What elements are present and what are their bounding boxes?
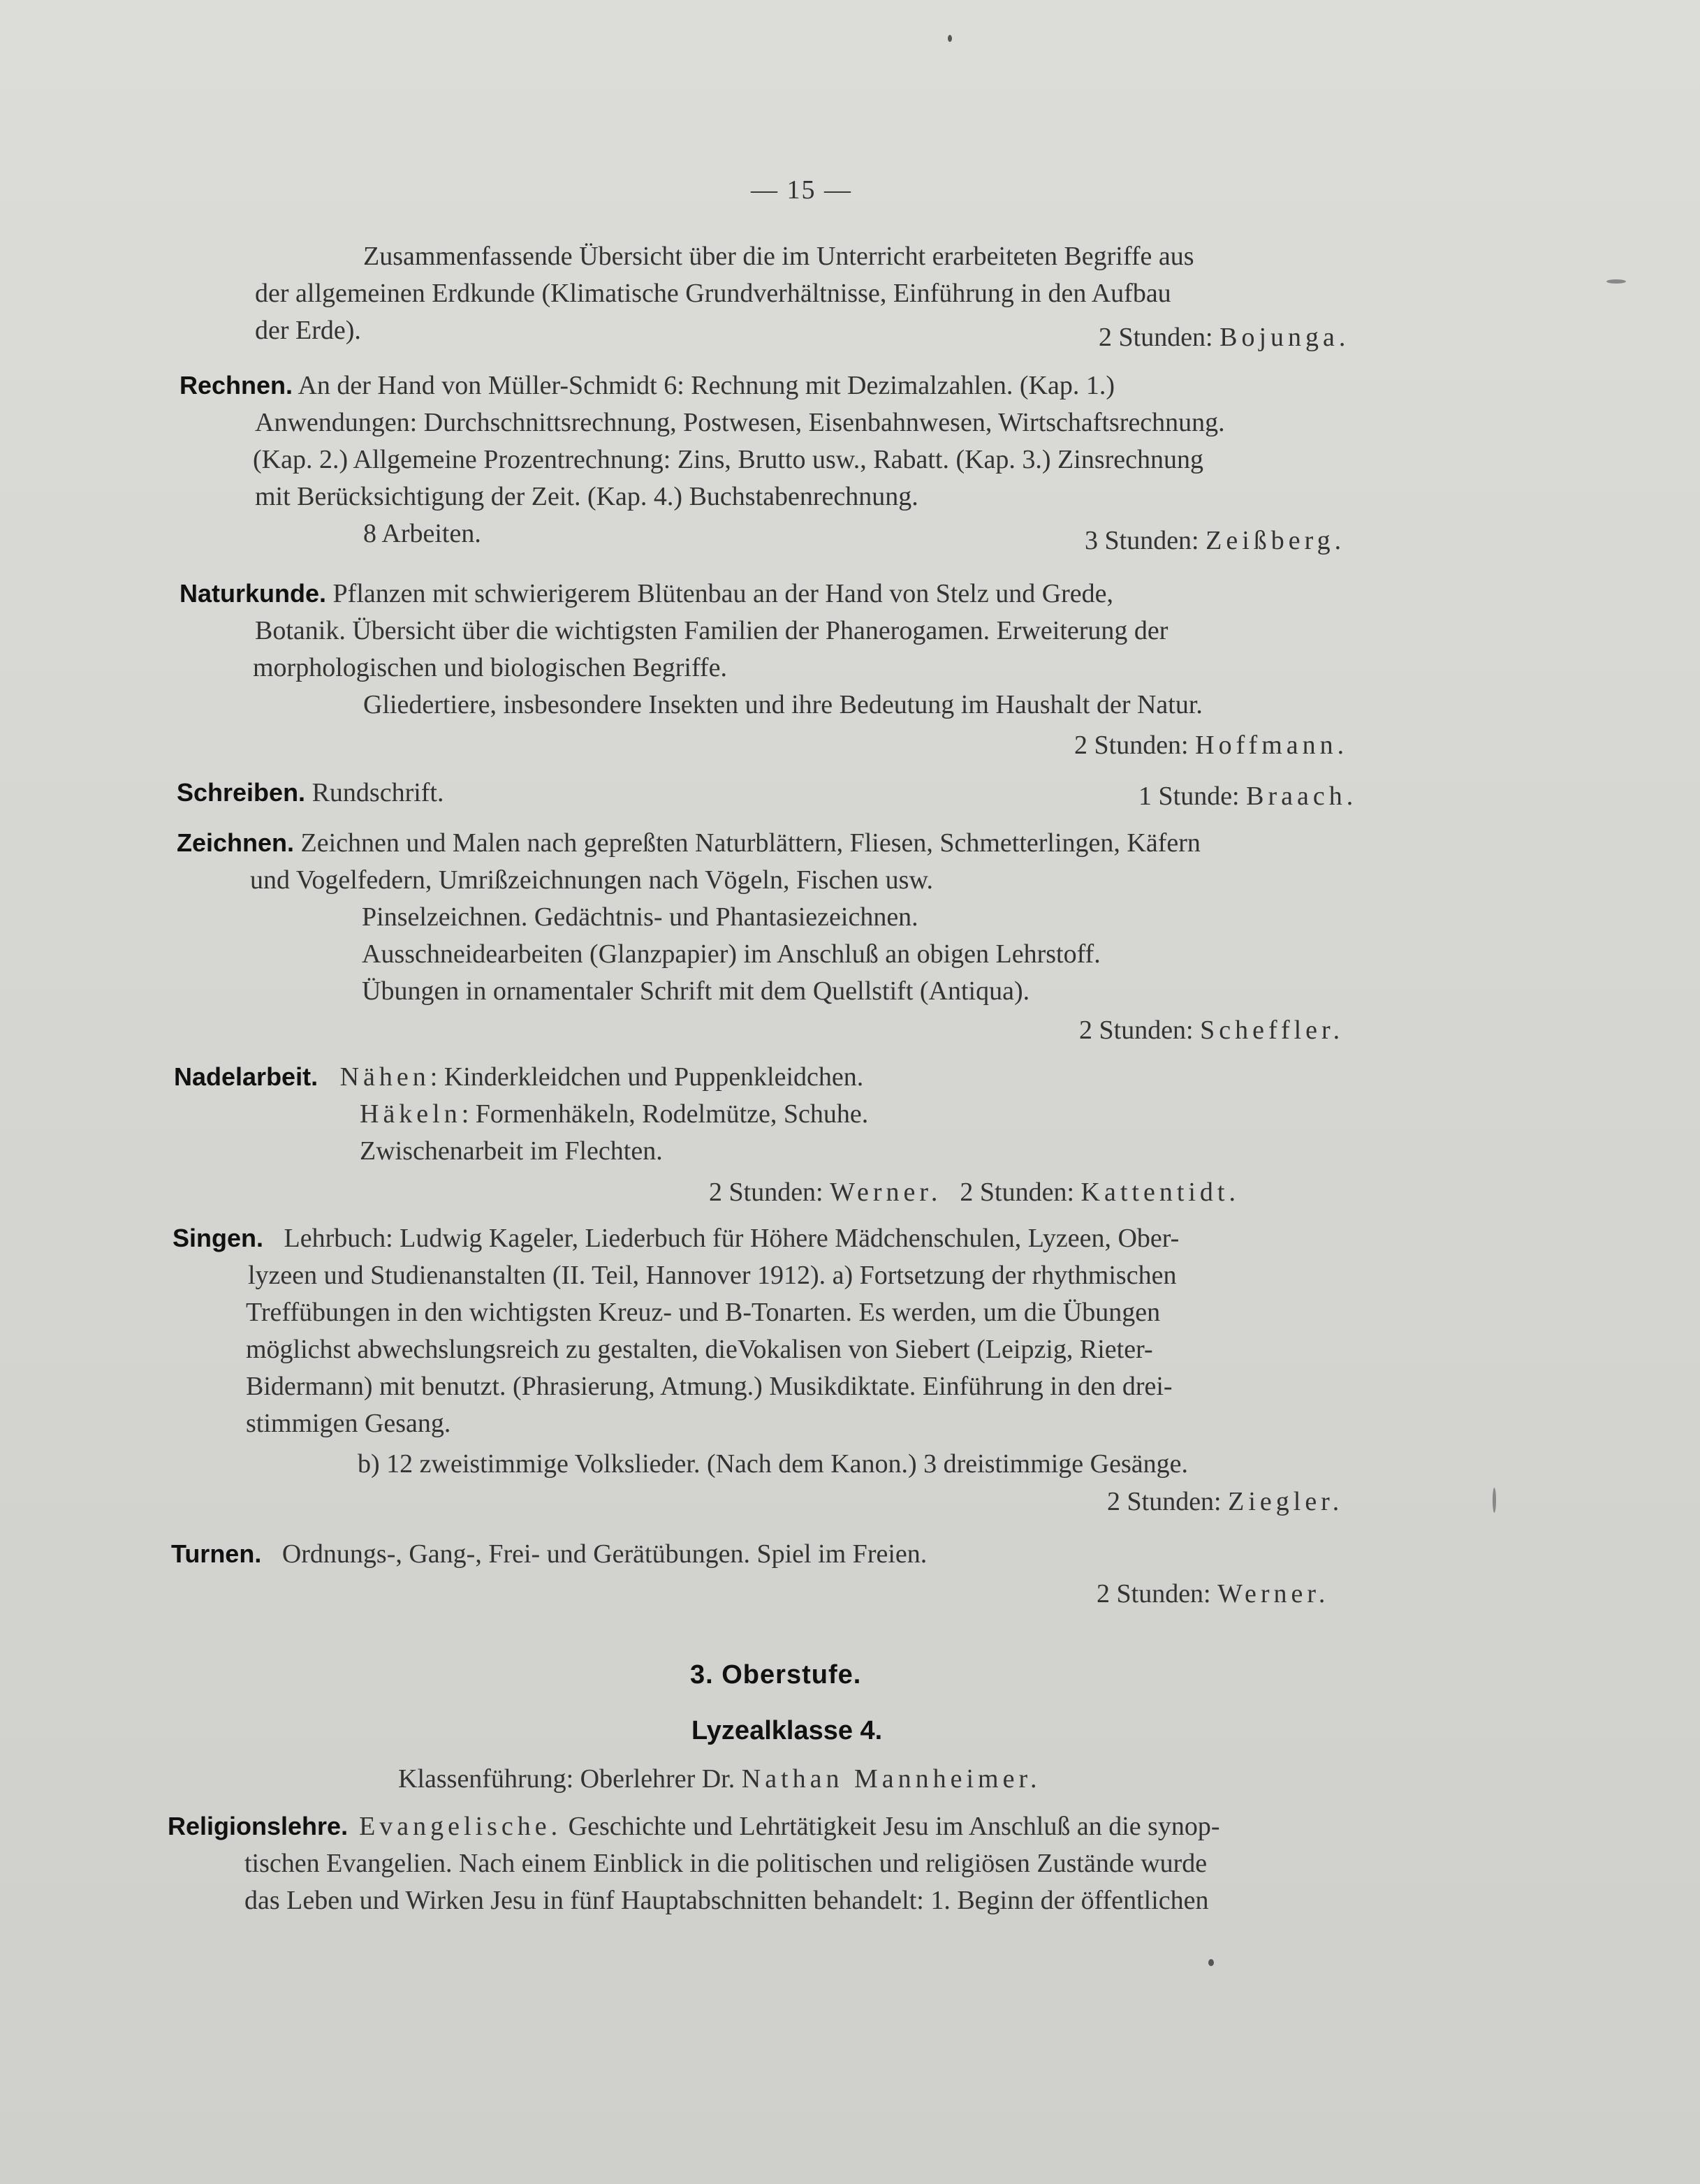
klassenfuehrung-line: Klassenführung: Oberlehrer Dr. Nathan Mannheimer. (398, 1764, 1041, 1794)
evangelische-label: Evangelische. (359, 1812, 562, 1841)
nadelarbeit-hours: 2 Stunden: Werner. 2 Stunden: Kattentidt. (709, 1178, 1240, 1207)
page-number: — 15 — (751, 175, 852, 205)
religionslehre-line-3: das Leben und Wirken Jesu in fünf Hauptabschnitten behandelt: 1. Beginn der öffentlichen (244, 1886, 1209, 1915)
naturkunde-teacher: Hoffmann. (1195, 731, 1349, 760)
singen-teacher: Ziegler. (1228, 1487, 1344, 1516)
rechnen-line-1: Rechnen. An der Hand von Müller-Schmidt 6: Rechnung mit Dezimalzahlen. (Kap. 1.) (179, 371, 1115, 400)
zeichnen-hours: 2 Stunden: Scheffler. (1079, 1016, 1344, 1045)
zeichnen-line-3: Pinselzeichnen. Gedächtnis- und Phantasiezeichnen. (362, 902, 918, 932)
naturkunde-line-2: Botanik. Übersicht über die wichtigsten Familien der Phanerogamen. Erweiterung der (255, 616, 1168, 645)
zeichnen-heading: Zeichnen. (177, 828, 295, 857)
singen-line-5: Bidermann) mit benutzt. (Phrasierung, Atmung.) Musikdiktate. Einführung in den drei- (246, 1372, 1173, 1401)
zeichnen-line-4: Ausschneidearbeiten (Glanzpapier) im Anschluß an obigen Lehrstoff. (362, 939, 1101, 969)
singen-line-6: stimmigen Gesang. (246, 1409, 451, 1438)
naturkunde-line-4: Gliedertiere, insbesondere Insekten und ihre Bedeutung im Haushalt der Natur. (363, 690, 1203, 719)
singen-line-1: Singen. Lehrbuch: Ludwig Kageler, Liederbuch für Höhere Mädchenschulen, Lyzeen, Ober- (173, 1224, 1180, 1253)
religionslehre-line-1: Religionslehre. Evangelische. Geschichte und Lehrtätigkeit Jesu im Anschluß an die synop- (168, 1812, 1220, 1841)
singen-line-2: lyzeen und Studienanstalten (II. Teil, Hannover 1912). a) Fortsetzung der rhythmischen (248, 1261, 1177, 1290)
singen-line-3: Treffübungen in den wichtigsten Kreuz- und B-Tonarten. Es werden, um die Übungen (246, 1298, 1161, 1327)
nadelarbeit-line-1: Nadelarbeit. Nähen: Kinderkleidchen und Puppenkleidchen. (174, 1062, 864, 1092)
naehen-label: Nähen (339, 1062, 430, 1092)
oberstufe-title: 3. Oberstufe. (690, 1660, 862, 1690)
erdkunde-teacher: Bojunga. (1219, 323, 1350, 352)
zeichnen-line-1: Zeichnen. Zeichnen und Malen nach gepreßten Naturblättern, Fliesen, Schmetterlingen, Käfern (177, 828, 1201, 858)
turnen-teacher: Werner. (1217, 1579, 1330, 1608)
erdkunde-line-3: der Erde). (255, 316, 361, 345)
turnen-heading: Turnen. (171, 1539, 262, 1568)
naturkunde-line-1: Naturkunde. Pflanzen mit schwierigerem Blütenbau an der Hand von Stelz und Grede, (179, 579, 1114, 608)
nadelarbeit-teacher-2: Kattentidt. (1080, 1178, 1240, 1207)
schreiben-hours: 1 Stunde: Braach. (1138, 782, 1358, 811)
turnen-hours: 2 Stunden: Werner. (1097, 1579, 1330, 1608)
naturkunde-hours: 2 Stunden: Hoffmann. (1074, 731, 1349, 760)
nadelarbeit-teacher-1: Werner. (830, 1178, 942, 1207)
rechnen-teacher: Zeißberg. (1206, 526, 1346, 555)
erdkunde-hours: 2 Stunden: Bojunga. (1099, 323, 1350, 352)
scan-speck (948, 35, 952, 42)
haekeln-label: Häkeln (360, 1099, 462, 1129)
singen-hours: 2 Stunden: Ziegler. (1107, 1487, 1344, 1516)
rechnen-line-5: 8 Arbeiten. (363, 519, 481, 548)
turnen-line: Turnen. Ordnungs-, Gang-, Frei- und Gerätübungen. Spiel im Freien. (171, 1539, 928, 1569)
scan-speck (1493, 1488, 1496, 1513)
nadelarbeit-line-3: Zwischenarbeit im Flechten. (360, 1136, 663, 1166)
singen-heading: Singen. (173, 1224, 264, 1252)
schreiben-teacher: Braach. (1246, 782, 1358, 811)
klasse-title: Lyzealklasse 4. (691, 1716, 883, 1745)
zeichnen-line-2: und Vogelfedern, Umrißzeichnungen nach Vögeln, Fischen usw. (250, 865, 933, 895)
rechnen-heading: Rechnen. (179, 371, 293, 400)
singen-line-7: b) 12 zweistimmige Volkslieder. (Nach dem Kanon.) 3 dreistimmige Gesänge. (358, 1449, 1189, 1479)
erdkunde-line-2: der allgemeinen Erdkunde (Klimatische Grundverhältnisse, Einführung in den Aufbau (255, 279, 1171, 308)
zeichnen-teacher: Scheffler. (1200, 1016, 1344, 1045)
klassenlehrer-name: Nathan Mannheimer. (741, 1764, 1041, 1794)
nadelarbeit-line-2: Häkeln: Formenhäkeln, Rodelmütze, Schuhe. (360, 1099, 869, 1129)
schreiben-heading: Schreiben. (177, 778, 306, 807)
naturkunde-line-3: morphologischen und biologischen Begriffe. (253, 653, 727, 682)
nadelarbeit-heading: Nadelarbeit. (174, 1062, 318, 1091)
rechnen-hours: 3 Stunden: Zeißberg. (1085, 526, 1346, 555)
naturkunde-heading: Naturkunde. (179, 579, 327, 608)
rechnen-line-3: (Kap. 2.) Allgemeine Prozentrechnung: Zins, Brutto usw., Rabatt. (Kap. 3.) Zinsrechnung (253, 445, 1204, 474)
rechnen-line-4: mit Berücksichtigung der Zeit. (Kap. 4.) Buchstabenrechnung. (255, 482, 918, 511)
rechnen-line-2: Anwendungen: Durchschnittsrechnung, Postwesen, Eisenbahnwesen, Wirtschaftsrechnung. (255, 408, 1225, 437)
religionslehre-line-2: tischen Evangelien. Nach einem Einblick in die politischen und religiösen Zustände wurde (244, 1849, 1208, 1878)
schreiben-line: Schreiben. Rundschrift. (177, 778, 444, 807)
scan-speck (1208, 1959, 1214, 1966)
religionslehre-heading: Religionslehre. (168, 1812, 349, 1840)
singen-line-4: möglichst abwechslungsreich zu gestalten, dieVokalisen von Siebert (Leipzig, Rieter- (246, 1335, 1153, 1364)
zeichnen-line-5: Übungen in ornamentaler Schrift mit dem Quellstift (Antiqua). (362, 976, 1030, 1006)
scan-speck (1606, 279, 1626, 284)
erdkunde-line-1: Zusammenfassende Übersicht über die im Unterricht erarbeiteten Begriffe aus (363, 242, 1194, 271)
